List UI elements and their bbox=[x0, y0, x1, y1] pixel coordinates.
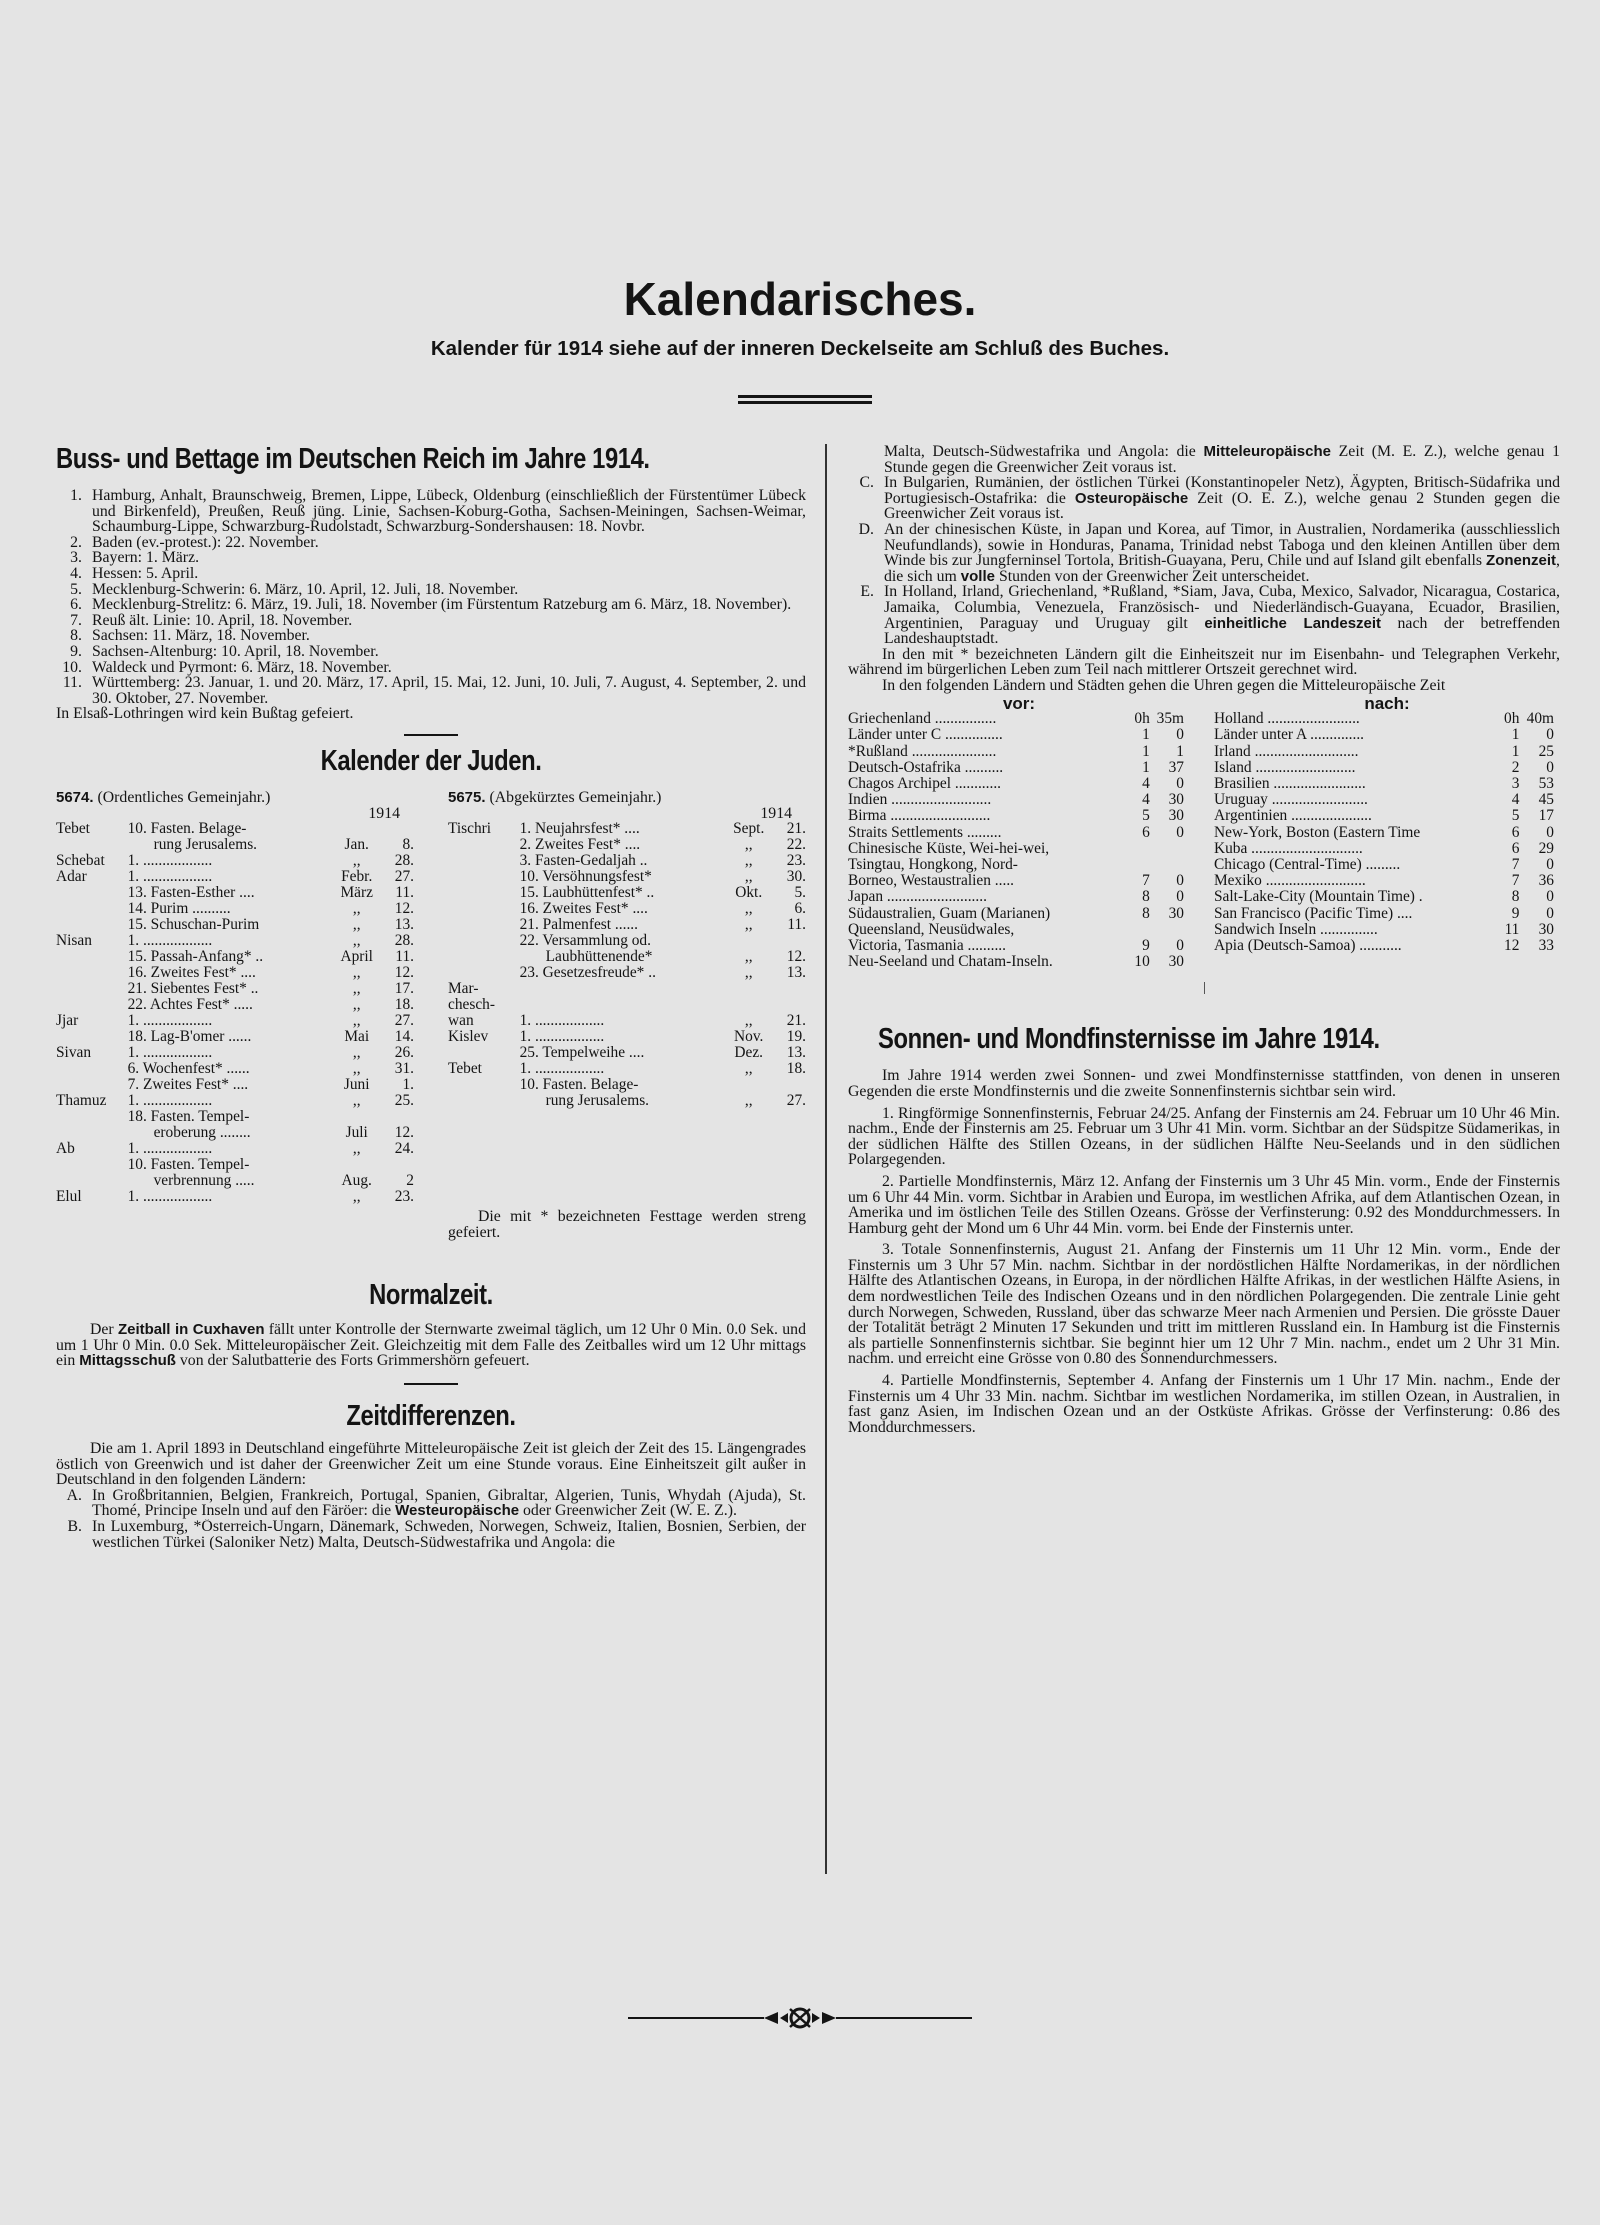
juden-row: Adar 1. .................. Febr. 27. bbox=[56, 868, 414, 886]
bettage-item: 8. Sachsen: 11. März, 18. November. bbox=[70, 627, 310, 645]
juden-row: 15. Laubhüttenfest* .. Okt. 5. bbox=[519, 884, 806, 902]
time-row: Kuba ............................. 6 29 bbox=[1214, 839, 1554, 857]
juden-right-table bbox=[448, 790, 806, 1240]
right-column bbox=[848, 444, 1560, 1435]
juden-right-yearcol: 1914 bbox=[760, 804, 792, 822]
juden-row: 2. Zweites Fest* .... ,, 22. bbox=[519, 836, 806, 854]
bettage-footer: In Elsaß-Lothringen wird kein Bußtag gefeiert. bbox=[56, 705, 354, 723]
normalzeit-heading: Normalzeit. bbox=[369, 1279, 493, 1312]
time-row: Brasilien ........................ 3 53 bbox=[1214, 774, 1554, 792]
time-row: Island .......................... 2 0 bbox=[1214, 758, 1554, 776]
juden-row: 16. Zweites Fest* .... ,, 12. bbox=[127, 964, 414, 982]
time-row: Länder unter C ............... 1 0 bbox=[848, 726, 1184, 744]
time-row: *Rußland ...................... 1 1 bbox=[848, 742, 1184, 760]
juden-row: Schebat 1. .................. ,, 28. bbox=[56, 852, 414, 870]
juden-row: 3. Fasten-Gedaljah .. ,, 23. bbox=[519, 852, 806, 870]
juden-row: Nisan 1. .................. ,, 28. bbox=[56, 932, 414, 950]
zeitdifferenzen-heading: Zeitdifferenzen. bbox=[346, 1400, 516, 1433]
time-row: Deutsch-Ostafrika .......... 1 37 bbox=[848, 758, 1184, 776]
time-row: Chinesische Küste, Wei-hei-wei, bbox=[848, 840, 1050, 857]
juden-row: Tebet 10. Fasten. Belage- bbox=[56, 820, 247, 838]
bettage-item: 3. Bayern: 1. März. bbox=[70, 549, 200, 567]
juden-row: 18. Lag-B'omer ...... Mai 14. bbox=[127, 1028, 414, 1046]
juden-row: 15. Passah-Anfang* .. April 11. bbox=[127, 948, 414, 966]
finsternisse-heading: Sonnen- und Mondfinsternisse im Jahre 1914. bbox=[878, 1023, 1380, 1056]
time-row: Indien .......................... 4 30 bbox=[848, 791, 1184, 809]
time-row: Uruguay ......................... 4 45 bbox=[1214, 791, 1554, 809]
section-separator bbox=[404, 1383, 458, 1385]
time-row: Chagos Archipel ............ 4 0 bbox=[848, 774, 1184, 792]
time-row: Chicago (Central-Time) ......... 7 0 bbox=[1214, 855, 1554, 873]
time-row: Salt-Lake-City (Mountain Time) . 8 0 bbox=[1214, 888, 1554, 906]
finsternisse-intro: Im Jahre 1914 werden zwei Sonnen- und zwei Mondfinsternisse stattfinden, von denen in unseren Gegenden die erste Mondfinsternis und die zweite Sonnenfinsternis sichtbar sein wird. bbox=[848, 1067, 1560, 1100]
time-row: Birma .......................... 5 30 bbox=[848, 807, 1184, 825]
juden-note: Die mit * bezeichneten Festtage werden streng gefeiert. bbox=[448, 1208, 806, 1241]
zone-item-b: B. In Luxemburg, *Österreich-Ungarn, Dänemark, Schweden, Norwegen, Schweiz, Italien, Bosnien, Serbien, der westlichen Türkei (Saloniker Netz) Malta, Deutsch-Südwestafrika und Angola: die bbox=[67, 1518, 806, 1551]
title-divider bbox=[738, 395, 872, 404]
juden-row: 10. Versöhnungsfest* ,, 30. bbox=[519, 868, 806, 886]
zone-item-d: D. An der chinesischen Küste, in Japan und Korea, auf Timor, in Australien, Nordamerika (ausschliesslich Neufundlands), sowie in Honduras, Panama, Trinidad nebst Taboga und den kleinen Antillen über dem Winde bis zur Jungferninsel Tortola, British-Guayana, Peru, Chile und auf Island gilt ebenfalls Zonenzeit, die sich um volle Stunden von der Greenwicher Zeit unterscheidet. bbox=[858, 520, 1560, 585]
juden-row: 25. Tempelweihe .... Dez. 13. bbox=[519, 1044, 806, 1062]
zone-item-e: E. In Holland, Irland, Griechenland, *Rußland, *Siam, Java, Cuba, Mexico, Salvador, Nicaragua, Costarica, Jamaika, Columbia, Venezuela, Französisch- und Niederländisch-Guayana, Ecuador, Brasilien, Argentinien, Paraguay und Uruguay gilt einheitliche Landeszeit nach der betreffenden Landeshauptstadt. bbox=[860, 583, 1560, 648]
juden-right-rows bbox=[448, 821, 806, 1109]
juden-row: rung Jerusalems. Jan. 8. bbox=[153, 836, 414, 854]
bettage-item: 2. Baden (ev.-protest.): 22. November. bbox=[70, 533, 319, 551]
bettage-item: 6. Mecklenburg-Strelitz: 6. März, 19. Juli, 18. November (im Fürstentum Ratzeburg am 6. März, 18. November). bbox=[70, 596, 792, 614]
juden-calendar bbox=[56, 790, 806, 1240]
page-title: Kalendarisches. bbox=[623, 273, 977, 325]
section-separator bbox=[1204, 982, 1205, 994]
time-row: New-York, Boston (Eastern Time 6 0 bbox=[1214, 823, 1554, 841]
juden-row: 23. Gesetzesfreude* .. ,, 13. bbox=[519, 964, 806, 982]
juden-row: Tebet 1. .................. ,, 18. bbox=[448, 1060, 806, 1078]
bettage-list bbox=[56, 488, 806, 722]
juden-row: Thamuz 1. .................. ,, 25. bbox=[56, 1092, 414, 1110]
juden-right-year: 5675. bbox=[448, 788, 486, 806]
juden-row: Kislev 1. .................. Nov. 19. bbox=[448, 1028, 806, 1046]
juden-row: Laubhüttenende* ,, 12. bbox=[545, 948, 806, 966]
time-row: Länder unter A .............. 1 0 bbox=[1214, 726, 1554, 744]
time-row: Borneo, Westaustralien ..... 7 0 bbox=[848, 872, 1184, 890]
bettage-item: 7. Reuß ält. Linie: 10. April, 18. November. bbox=[70, 611, 353, 629]
normalzeit-text: Der Zeitball in Cuxhaven fällt unter Kontrolle der Sternwarte zweimal täglich, um 12 Uhr 0 Min. 0.0 Sek. und um 1 Uhr 0 Min. 0.0 Sek. Mitteleuropäischer Zeit. Gleichzeitig mit dem Falle des Zeitballes wird um 12 Uhr mittags ein Mittagsschuß von der Salutbatterie des Forts Grimmershörn gefeuert. bbox=[56, 1321, 806, 1370]
vor-label: vor: bbox=[1002, 693, 1036, 713]
time-row: Victoria, Tasmania .......... 9 0 bbox=[848, 936, 1184, 954]
zone-note-1: In den mit * bezeichneten Ländern gilt die Einheitszeit nur im Eisenbahn- und Telegraphen Verkehr, während im bürgerlichen Leben zum Teil nach mittlerer Ortszeit gerechnet wird. bbox=[848, 645, 1560, 679]
bettage-heading: Buss- und Bettage im Deutschen Reich im Jahre 1914. bbox=[56, 443, 650, 475]
juden-row: Sivan 1. .................. ,, 26. bbox=[56, 1044, 414, 1062]
juden-row: 15. Schuschan-Purim ,, 13. bbox=[127, 916, 414, 934]
nach-table bbox=[1214, 711, 1560, 954]
time-row: Sandwich Inseln ............... 11 30 bbox=[1214, 920, 1554, 938]
section-separator bbox=[404, 734, 458, 736]
time-row: Griechenland ................ 0h 35m bbox=[848, 710, 1184, 728]
juden-left-kind: (Ordentliches Gemeinjahr.) bbox=[97, 788, 271, 806]
juden-row: 22. Versammlung od. bbox=[519, 932, 651, 950]
juden-right-kind: (Abgekürztes Gemeinjahr.) bbox=[489, 788, 662, 806]
juden-row: chesch- bbox=[448, 996, 495, 1014]
juden-row: 10. Fasten. Belage- bbox=[519, 1076, 639, 1094]
juden-row: eroberung ........ Juli 12. bbox=[153, 1124, 414, 1142]
bettage-item: 4. Hessen: 5. April. bbox=[70, 564, 199, 582]
juden-row: 6. Wochenfest* ...... ,, 31. bbox=[127, 1060, 414, 1078]
time-row: Tsingtau, Hongkong, Nord- bbox=[848, 856, 1018, 873]
bettage-item: 5. Mecklenburg-Schwerin: 6. März, 10. April, 12. Juli, 18. November. bbox=[70, 580, 519, 598]
juden-row: Tischri 1. Neujahrsfest* .... Sept. 21. bbox=[448, 820, 806, 838]
time-row: Apia (Deutsch-Samoa) ........... 12 33 bbox=[1214, 936, 1554, 954]
juden-left-table bbox=[56, 790, 414, 1240]
time-row: Argentinien ..................... 5 17 bbox=[1214, 807, 1554, 825]
finsternis-4: 4. Partielle Mondfinsternis, September 4. Anfang der Finsternis um 1 Uhr 17 Min. nachm., Ende der Finsternis um 4 Uhr 33 Min. nachm. Sichtbar im westlichen Nordamerika, im stillen Ozean, in Australien, in fast ganz Asien, im Indischen Ozean und an der Ostküste Afrikas. Grösse der Verfinsterung: 0.86 des Monddurchmessers. bbox=[848, 1372, 1560, 1436]
time-row: Straits Settlements ......... 6 0 bbox=[848, 823, 1184, 841]
bettage-item: 9. Sachsen-Altenburg: 10. April, 18. November. bbox=[70, 642, 379, 660]
vor-table bbox=[848, 711, 1190, 970]
juden-row: 21. Siebentes Fest* .. ,, 17. bbox=[127, 980, 414, 998]
juden-heading: Kalender der Juden. bbox=[320, 744, 542, 777]
juden-row: 21. Palmenfest ...... ,, 11. bbox=[519, 916, 806, 934]
time-difference-tables bbox=[848, 693, 1560, 971]
juden-row: Mar- bbox=[448, 980, 479, 998]
juden-row: 16. Zweites Fest* .... ,, 6. bbox=[519, 900, 806, 918]
time-row: Japan .......................... 8 0 bbox=[848, 888, 1184, 906]
zone-item-b-continued: Malta, Deutsch-Südwestafrika und Angola: die Mitteleuropäische Zeit (M. E. Z.), welche genau 1 Stunde gegen die Greenwicher Zeit voraus ist. bbox=[884, 443, 1560, 476]
juden-row: 13. Fasten-Esther .... März 11. bbox=[127, 884, 414, 902]
column-divider bbox=[825, 444, 827, 1874]
zeitdifferenzen-intro: Die am 1. April 1893 in Deutschland eingeführte Mitteleuropäische Zeit ist gleich der Zeit des 15. Längengrades östlich von Greenwich und ist daher der Greenwicher Zeit um eine Stunde voraus. Eine Einheitszeit gilt außer in Deutschland in den folgenden Ländern: bbox=[56, 1440, 806, 1489]
juden-row: rung Jerusalems. ,, 27. bbox=[545, 1092, 806, 1110]
juden-row: Ab 1. .................. ,, 24. bbox=[56, 1140, 414, 1158]
nach-label: nach: bbox=[1364, 693, 1410, 713]
zone-item-c: C. In Bulgarien, Rumänien, der östlichen Türkei (Konstantinopeler Netz), Ägypten, Britisch-Südafrika und Portugiesisch-Ostafrika: die Osteuropäische Zeit (O. E. Z.), welche genau 2 Stunden gegen die Greenwicher Zeit voraus ist. bbox=[859, 474, 1560, 523]
ornament-divider bbox=[628, 2003, 972, 2033]
time-row: Irland ........................... 1 25 bbox=[1214, 742, 1554, 760]
bettage-item: 1. Hamburg, Anhalt, Braunschweig, Bremen, Lippe, Lübeck, Oldenburg (einschließlich der Fürstentümer Lübeck und Birkenfeld), Preußen, Reuß jüng. Linie, Sachsen-Koburg-Gotha, Sachsen-Meiningen, Sachsen-Weimar, Schaumburg-Lippe, Schwarzburg-Rudolstadt, Schwarzburg-Sondershausen: 18. Novbr. bbox=[70, 487, 806, 536]
finsternis-1: 1. Ringförmige Sonnenfinsternis, Februar 24/25. Anfang der Finsternis am 24. Februar um 10 Uhr 46 Min. nachm., Ende der Finsternis am 25. Februar um 3 Uhr 41 Min. vorm. Sichtbar an der Südspitze Südamerikas, in der südlichen Hälfte des Stillen Ozeans, in der südlichen Hälfte Neu-Seelands und in den südlichen Polargegenden. bbox=[848, 1104, 1560, 1169]
juden-left-year: 5674. bbox=[56, 788, 94, 806]
left-column bbox=[56, 444, 806, 1550]
bettage-item: 10. Waldeck und Pyrmont: 6. März, 18. November. bbox=[62, 658, 392, 676]
time-row: Queensland, Neusüdwales, bbox=[848, 921, 1015, 938]
time-row: Holland ........................ 0h 40m bbox=[1214, 710, 1554, 728]
juden-row: 22. Achtes Fest* ..... ,, 18. bbox=[127, 996, 414, 1014]
time-row: Neu-Seeland und Chatam-Inseln. 10 30 bbox=[848, 953, 1184, 971]
juden-row: Jjar 1. .................. ,, 27. bbox=[56, 1012, 414, 1030]
juden-row: 14. Purim .......... ,, 12. bbox=[127, 900, 414, 918]
juden-row: wan 1. .................. ,, 21. bbox=[448, 1012, 806, 1030]
juden-left-rows bbox=[56, 821, 414, 1205]
juden-row: Elul 1. .................. ,, 23. bbox=[56, 1188, 414, 1206]
finsternis-3: 3. Totale Sonnenfinsternis, August 21. Anfang der Finsternis um 11 Uhr 12 Min. vorm., Ende der Finsternis um 3 Uhr 57 Min. nachm. Sichtbar in der nordöstlichen Hälfte Nordamerikas, in der nördlichen Hälfte des Atlantischen Ozeans, in Europa, in der nördlichen Hälfte Afrikas, in der westlichen Hälfte Asiens, in dem nordwestlichen Teile des Indischen Ozeans und in den nördlichen Polargegenden. Die zentrale Linie geht durch Norwegen, Schweden, Russland, über das schwarze Meer nach Armenien und Persien. Die grösste Dauer der Totalität beträgt 2 Minuten 17 Sekunden und tritt im mittleren Russland ein. In Hamburg ist die Finsternis als partielle Sonnenfinsternis sichtbar. Sie beginnt hier um 12 Uhr 7 Min. nachm., endet um 2 Uhr 31 Min. nachm. und erreicht eine Grösse von 0.80 des Sonnendurchmessers. bbox=[848, 1241, 1560, 1368]
juden-row: 10. Fasten. Tempel- bbox=[127, 1156, 250, 1174]
juden-row: 7. Zweites Fest* .... Juni 1. bbox=[127, 1076, 414, 1094]
bettage-item: 11. Württemberg: 23. Januar, 1. und 20. März, 17. April, 15. Mai, 12. Juni, 10. Juli, 7. August, 4. September, 2. und 30. Oktober, 27. November. bbox=[62, 674, 806, 707]
juden-left-yearcol: 1914 bbox=[368, 804, 400, 822]
finsternis-2: 2. Partielle Mondfinsternis, März 12. Anfang der Finsternis um 3 Uhr 45 Min. vorm., Ende der Finsternis um 6 Uhr 44 Min. vorm. Sichtbar in Arabien und Europa, im westlichen Afrika, auf dem Atlantischen Ozean, in Amerika und im östlichen Teile des Stillen Ozeans. Grösse der Verfinsterung: 0.92 des Monddurchmessers. In Hamburg geht der Mond um 6 Uhr 44 Min. vorm. bei Ende der Finsternis unter. bbox=[848, 1172, 1560, 1237]
time-row: Südaustralien, Guam (Marianen) 8 30 bbox=[848, 904, 1184, 922]
zone-item-a: A. In Großbritannien, Belgien, Frankreich, Portugal, Spanien, Gibraltar, Algerien, Tunis, Whydah (Ajuda), St. Thomé, Principe Inseln und auf den Färöer: die Westeuropäische oder Greenwicher Zeit (W. E. Z.). bbox=[66, 1486, 806, 1520]
time-row: San Francisco (Pacific Time) .... 9 0 bbox=[1214, 904, 1554, 922]
zone-note-2: In den folgenden Ländern und Städten gehen die Uhren gegen die Mitteleuropäische Zeit bbox=[882, 676, 1446, 694]
page-subtitle: Kalender für 1914 siehe auf der inneren Deckelseite am Schluß des Buches. bbox=[430, 337, 1170, 360]
juden-row: 18. Fasten. Tempel- bbox=[127, 1108, 250, 1126]
time-row: Mexiko .......................... 7 36 bbox=[1214, 872, 1554, 890]
juden-row: verbrennung ..... Aug. 2 bbox=[153, 1172, 414, 1190]
